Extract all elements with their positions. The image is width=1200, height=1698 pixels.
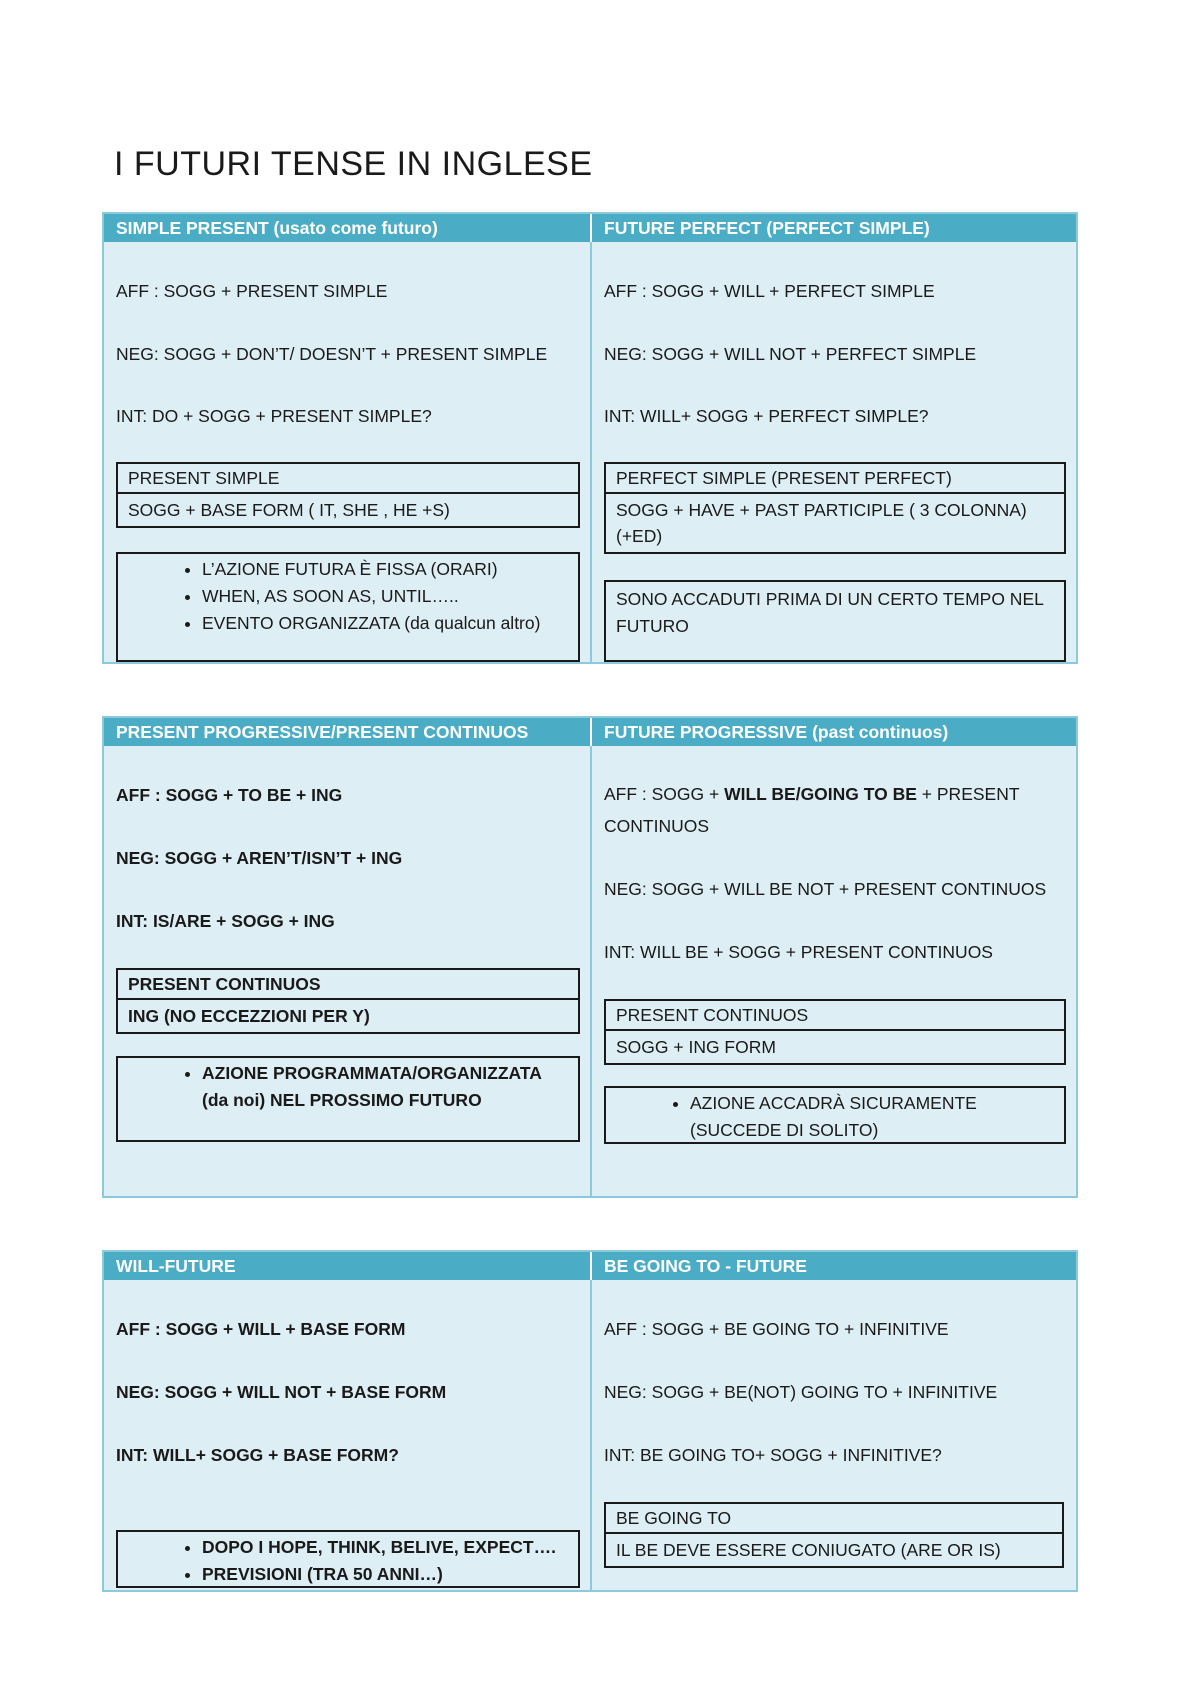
notes-box	[116, 1530, 580, 1588]
note-box: SONO ACCADUTI PRIMA DI UN CERTO TEMPO NEL FUTURO	[604, 580, 1066, 662]
aff-rule: AFF : SOGG + BE GOING TO + INFINITIVE	[604, 1319, 949, 1339]
table-will-future-going-to	[102, 1250, 1078, 1592]
page-title: I FUTURI TENSE IN INGLESE	[114, 145, 593, 183]
aff-rule	[604, 778, 1066, 842]
notes-box	[604, 1086, 1066, 1144]
neg-rule: NEG: SOGG + WILL BE NOT + PRESENT CONTINUOS	[604, 879, 1047, 899]
definition-title: BE GOING TO	[606, 1504, 1062, 1534]
definition-box	[604, 1502, 1064, 1568]
aff-rule: AFF : SOGG + PRESENT SIMPLE	[116, 281, 388, 301]
definition-value: SOGG + BASE FORM ( IT, SHE , HE +S)	[128, 500, 450, 520]
definition-title: PRESENT CONTINUOS	[118, 970, 578, 1000]
note-item: • PREVISIONI (TRA 50 ANNI…)	[202, 1561, 568, 1588]
note-item: • EVENTO ORGANIZZATA (da qualcun altro)	[202, 610, 568, 637]
cell-will-future	[104, 1280, 592, 1590]
definition-value: SOGG + HAVE + PAST PARTICIPLE ( 3 COLONNA) (+ED)	[616, 500, 1027, 546]
aff-prefix: AFF : SOGG +	[604, 784, 725, 804]
definition-box	[604, 462, 1066, 554]
int-rule: INT: IS/ARE + SOGG + ING	[116, 911, 335, 931]
cell-future-perfect	[592, 242, 1076, 662]
table-present-progressive-future-progressive	[102, 716, 1078, 1198]
header-be-going-to: BE GOING TO - FUTURE	[592, 1252, 1076, 1280]
int-rule: INT: BE GOING TO+ SOGG + INFINITIVE?	[604, 1445, 942, 1465]
notes-box	[116, 1056, 580, 1142]
aff-bold-part: WILL BE/GOING TO BE	[724, 784, 917, 804]
int-rule: INT: WILL+ SOGG + PERFECT SIMPLE?	[604, 406, 929, 426]
definition-title: PRESENT SIMPLE	[118, 464, 578, 494]
header-future-progressive: FUTURE PROGRESSIVE (past continuos)	[592, 718, 1076, 746]
cell-simple-present	[104, 242, 592, 662]
cell-present-progressive	[104, 746, 592, 1196]
definition-box	[116, 968, 580, 1034]
definition-title: PRESENT CONTINUOS	[606, 1001, 1064, 1031]
header-present-progressive: PRESENT PROGRESSIVE/PRESENT CONTINUOS	[104, 718, 592, 746]
table-simple-present-future-perfect	[102, 212, 1078, 664]
note-item: • AZIONE ACCADRÀ SICURAMENTE (SUCCEDE DI SOLITO)	[690, 1090, 1054, 1144]
cell-future-progressive	[592, 746, 1076, 1196]
header-future-perfect: FUTURE PERFECT (PERFECT SIMPLE)	[592, 214, 1076, 242]
definition-value: SOGG + ING FORM	[616, 1037, 776, 1057]
int-rule: INT: DO + SOGG + PRESENT SIMPLE?	[116, 406, 432, 426]
notes-box	[116, 552, 580, 662]
neg-rule: NEG: SOGG + DON’T/ DOESN’T + PRESENT SIMPLE	[116, 344, 548, 364]
note-item: • L’AZIONE FUTURA È FISSA (ORARI)	[202, 556, 568, 583]
cell-be-going-to	[592, 1280, 1076, 1590]
header-simple-present: SIMPLE PRESENT (usato come futuro)	[104, 214, 592, 242]
note-item: • WHEN, AS SOON AS, UNTIL…..	[202, 583, 568, 610]
int-rule: INT: WILL+ SOGG + BASE FORM?	[116, 1445, 399, 1465]
neg-rule: NEG: SOGG + WILL NOT + BASE FORM	[116, 1382, 447, 1402]
definition-box	[604, 999, 1066, 1065]
note-item: • AZIONE PROGRAMMATA/ORGANIZZATA (da noi) NEL PROSSIMO FUTURO	[202, 1060, 568, 1114]
note-item: • DOPO I HOPE, THINK, BELIVE, EXPECT….	[202, 1534, 568, 1561]
neg-rule: NEG: SOGG + WILL NOT + PERFECT SIMPLE	[604, 344, 977, 364]
definition-value: IL BE DEVE ESSERE CONIUGATO (ARE OR IS)	[616, 1540, 1001, 1560]
aff-rule: AFF : SOGG + WILL + PERFECT SIMPLE	[604, 281, 935, 301]
aff-suffix: + PRESENT CONTINUOS	[604, 784, 1020, 836]
definition-value: ING (NO ECCEZZIONI PER Y)	[128, 1006, 370, 1026]
aff-rule: AFF : SOGG + WILL + BASE FORM	[116, 1319, 406, 1339]
neg-rule: NEG: SOGG + BE(NOT) GOING TO + INFINITIVE	[604, 1382, 998, 1402]
definition-title: PERFECT SIMPLE (PRESENT PERFECT)	[606, 464, 1064, 494]
header-will-future: WILL-FUTURE	[104, 1252, 592, 1280]
definition-box	[116, 462, 580, 528]
aff-rule: AFF : SOGG + TO BE + ING	[116, 785, 343, 805]
int-rule: INT: WILL BE + SOGG + PRESENT CONTINUOS	[604, 942, 993, 962]
neg-rule: NEG: SOGG + AREN’T/ISN’T + ING	[116, 848, 403, 868]
